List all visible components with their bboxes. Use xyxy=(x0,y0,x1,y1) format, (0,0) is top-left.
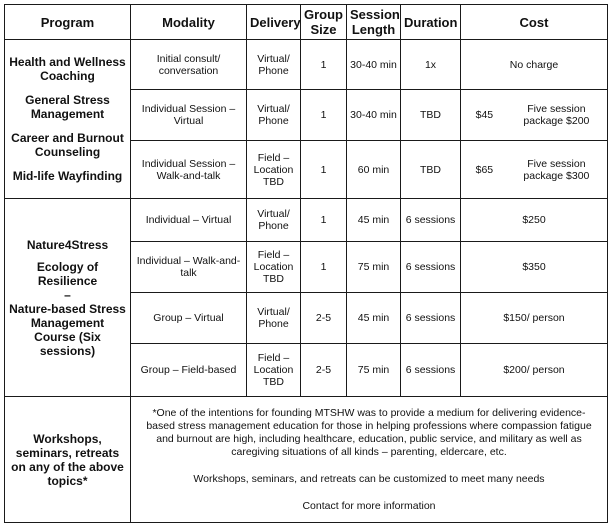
program-name: Health and Wellness Coaching xyxy=(9,55,126,83)
cost-cell: $350 xyxy=(461,242,608,293)
duration-cell: 6 sessions xyxy=(401,199,461,242)
session-length-cell: 60 min xyxy=(347,141,401,199)
group-size-cell: 1 xyxy=(301,141,347,199)
cost-cell: $200/ person xyxy=(461,344,608,397)
modality-cell: Initial consult/ conversation xyxy=(131,40,247,90)
session-length-cell: 30-40 min xyxy=(347,90,401,141)
program-name: Career and Burnout Counseling xyxy=(11,131,124,159)
modality-cell: Individual – Virtual xyxy=(131,199,247,242)
delivery-cell: Virtual/ Phone xyxy=(247,199,301,242)
session-length-cell: 45 min xyxy=(347,293,401,344)
modality-cell: Group – Field-based xyxy=(131,344,247,397)
program-name: Nature-based Stress Management Course (Six sessions) xyxy=(9,301,126,358)
cost-cell: $250 xyxy=(461,199,608,242)
cost-cell: $150/ person xyxy=(461,293,608,344)
group-size-cell: 2-5 xyxy=(301,293,347,344)
pricing-table xyxy=(4,4,608,523)
header-modality: Modality xyxy=(131,5,247,40)
duration-cell: 6 sessions xyxy=(401,293,461,344)
program-cell-workshops: Workshops, seminars, retreats on any of the above topics* xyxy=(5,397,131,523)
delivery-cell: Field – Location TBD xyxy=(247,141,301,199)
program-name: Nature4Stress xyxy=(26,237,109,252)
pricing-table-container xyxy=(4,4,608,523)
header-cost: Cost xyxy=(461,5,608,40)
note-paragraph: Workshops, seminars, and retreats can be customized to meet many needs xyxy=(193,472,545,485)
delivery-cell: Field – Location TBD xyxy=(247,344,301,397)
group-size-cell: 1 xyxy=(301,40,347,90)
cost-cell xyxy=(461,141,608,199)
modality-cell: Individual – Walk-and-talk xyxy=(131,242,247,293)
duration-cell: 6 sessions xyxy=(401,242,461,293)
program-name: General Stress Management xyxy=(25,93,110,121)
program-cell-coaching xyxy=(5,40,131,199)
delivery-cell: Virtual/ Phone xyxy=(247,90,301,141)
workshops-note xyxy=(131,397,608,523)
duration-cell: 1x xyxy=(401,40,461,90)
header-program: Program xyxy=(5,5,131,40)
table-row xyxy=(5,199,608,242)
duration-cell: TBD xyxy=(401,141,461,199)
program-name: Ecology of Resilience xyxy=(36,259,99,288)
group-size-cell: 1 xyxy=(301,242,347,293)
contact-note: Contact for more information xyxy=(302,499,436,512)
delivery-cell: Field – Location TBD xyxy=(247,242,301,293)
cost-package: Five session package $300 xyxy=(523,157,590,182)
session-length-cell: 75 min xyxy=(347,344,401,397)
header-session-length: Session Length xyxy=(347,5,401,40)
cost-single: $65 xyxy=(475,163,494,176)
duration-cell: TBD xyxy=(401,90,461,141)
program-cell-nature4stress xyxy=(5,199,131,397)
header-duration: Duration xyxy=(401,5,461,40)
header-delivery: Delivery xyxy=(247,5,301,40)
modality-cell: Individual Session – Walk-and-talk xyxy=(131,141,247,199)
cost-cell xyxy=(461,90,608,141)
table-row xyxy=(5,397,608,523)
cost-pair xyxy=(464,103,604,127)
cost-package: Five session package $200 xyxy=(523,103,590,127)
session-length-cell: 45 min xyxy=(347,199,401,242)
cost-pair xyxy=(464,158,604,182)
modality-cell: Group – Virtual xyxy=(131,293,247,344)
cost-single: $45 xyxy=(475,109,494,121)
group-size-cell: 2-5 xyxy=(301,344,347,397)
modality-cell: Individual Session – Virtual xyxy=(131,90,247,141)
program-separator: – xyxy=(64,287,71,302)
session-length-cell: 75 min xyxy=(347,242,401,293)
delivery-cell: Virtual/ Phone xyxy=(247,293,301,344)
header-row xyxy=(5,5,608,40)
duration-cell: 6 sessions xyxy=(401,344,461,397)
group-size-cell: 1 xyxy=(301,199,347,242)
note-paragraph: *One of the intentions for founding MTSHW was to provide a medium for delivering evidence-based stress management education for those in helping professions where compassion fatigue and burnout are high, including healthcare, education, public service, and military as well as caregiving situations of all kinds – parenting, eldercare, etc. xyxy=(146,406,592,458)
table-row xyxy=(5,40,608,90)
program-name: Mid-life Wayfinding xyxy=(12,169,123,183)
header-group-size: Group Size xyxy=(301,5,347,40)
cost-cell: No charge xyxy=(461,40,608,90)
group-size-cell: 1 xyxy=(301,90,347,141)
delivery-cell: Virtual/ Phone xyxy=(247,40,301,90)
session-length-cell: 30-40 min xyxy=(347,40,401,90)
